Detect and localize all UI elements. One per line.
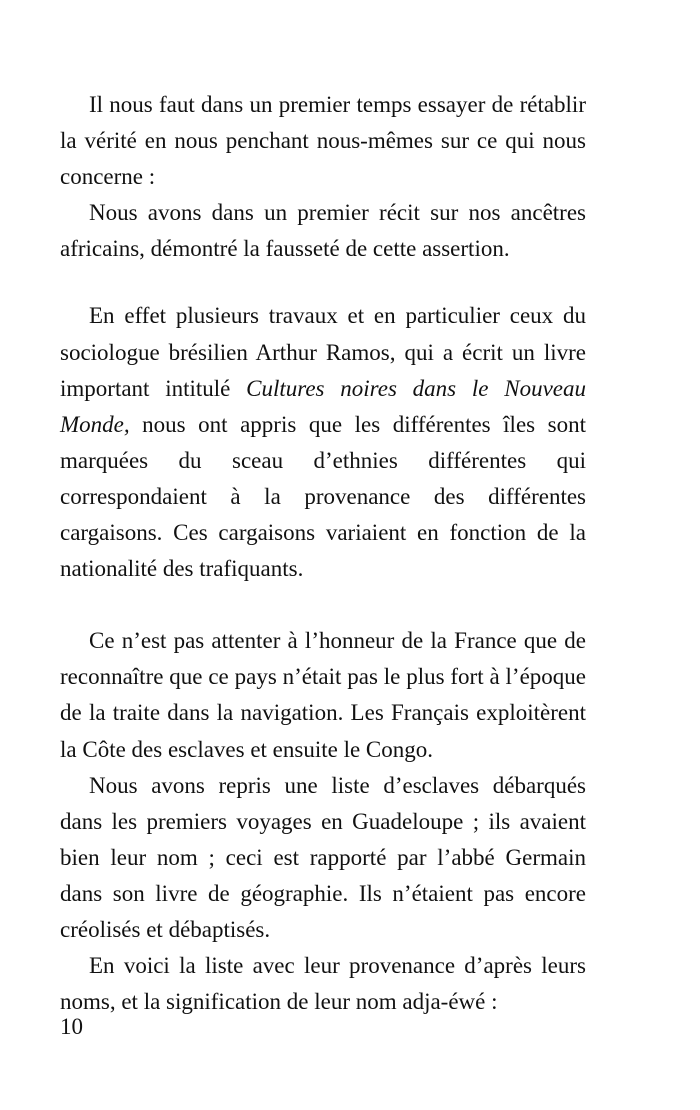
body-text <box>60 87 586 1020</box>
paragraph-3-text-start: En effet plusieurs travaux et en particulier ceux du sociologue brésilien Arthur Ramos, qui a écrit un livre important intitulé <box>60 303 586 401</box>
paragraph-2: Nous avons dans un premier récit sur nos ancêtres africains, démontré la fausseté de cette assertion. <box>60 200 586 262</box>
paragraph-3-text-end: nous ont appris que les différentes îles sont marquées du sceau d’ethnies différentes qui correspondaient à la provenance des différentes cargaisons. Ces cargaisons variaient en fonction de la nationalité des trafiquants. <box>60 411 586 582</box>
page-number: 10 <box>60 1014 83 1039</box>
paragraph-4: Ce n’est pas attenter à l’honneur de la France que de reconnaître que ce pays n’était pas le plus fort à l’époque de la traite dans la navigation. Les Français exploitèrent la Côte des esclaves et ensuite le Congo. <box>60 628 586 762</box>
paragraph-5: Nous avons repris une liste d’esclaves débarqués dans les premiers voyages en Guadeloupe ; ils avaient bien leur nom ; ceci est rapporté par l’abbé Germain dans son livre de géographie. Ils n’étaient pas encore créolisés et débaptisés. <box>60 772 586 942</box>
paragraph-6: En voici la liste avec leur provenance d’après leurs noms, et la signification de leur nom adja-éwé : <box>60 953 586 1015</box>
book-title: Cultures noires dans le Nouveau Monde, <box>60 375 586 437</box>
paragraph-1: Il nous faut dans un premier temps essayer de rétablir la vérité en nous penchant nous-mêmes sur ce qui nous concerne : <box>60 92 586 190</box>
paragraph-3 <box>60 298 586 587</box>
